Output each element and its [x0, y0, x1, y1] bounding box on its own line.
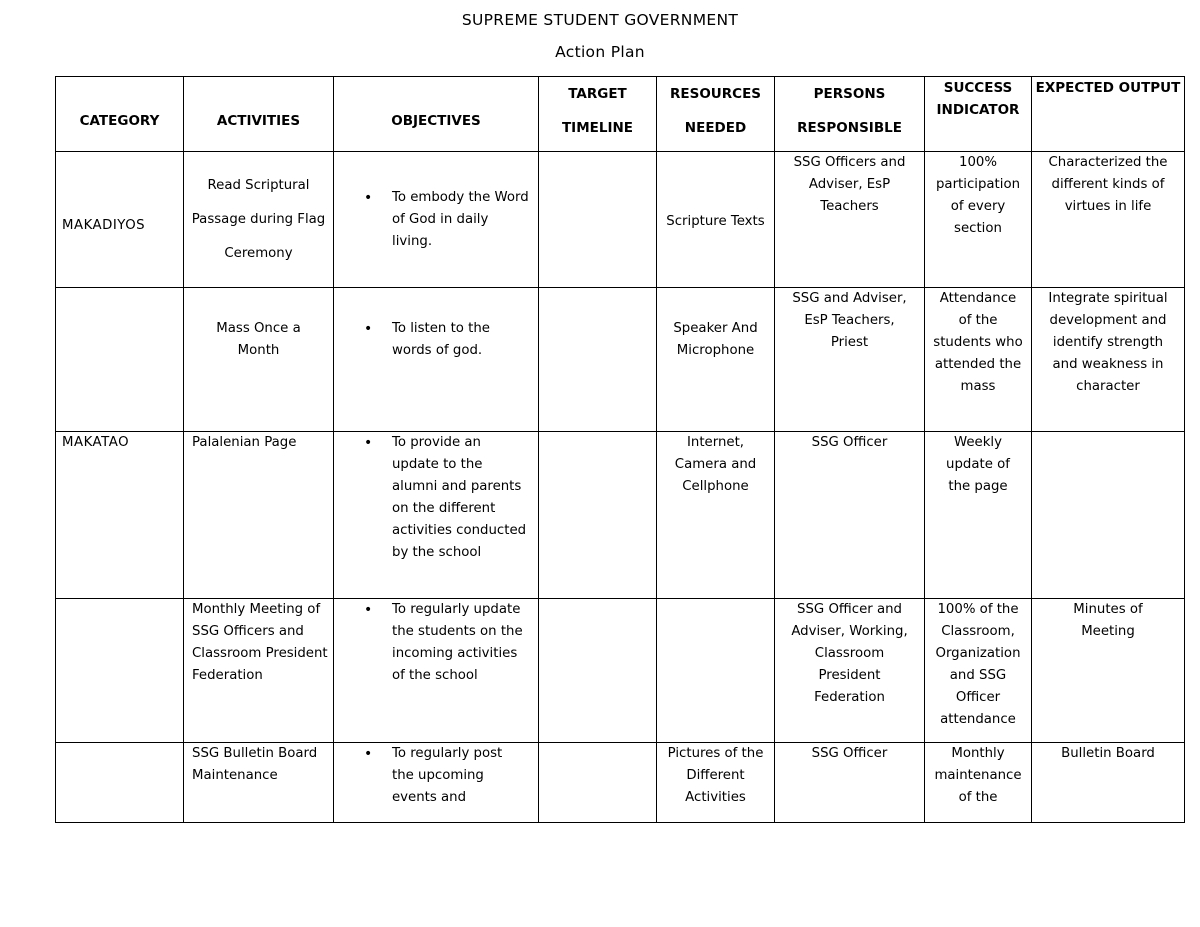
indicator-cell: Weekly update of the page — [925, 432, 1032, 599]
header-activities: ACTIVITIES — [184, 77, 334, 152]
document-subtitle: Action Plan — [555, 43, 645, 61]
timeline-cell — [539, 432, 657, 599]
objective-bullet: • To listen to the words of god. — [392, 318, 532, 362]
header-resources-needed — [657, 77, 775, 152]
header-target-line2: TIMELINE — [561, 120, 634, 136]
indicator-cell: 100% of the Classroom, Organization and SSG Officer attendance — [925, 599, 1032, 743]
header-success-line2: INDICATOR — [936, 102, 1020, 118]
output-cell: Characterized the different kinds of virtues in life — [1032, 152, 1185, 288]
persons-cell: SSG Officers and Adviser, EsP Teachers — [775, 152, 925, 288]
persons-cell: SSG Officer — [775, 743, 925, 823]
indicator-cell: Attendance of the students who attended the mass — [925, 288, 1032, 432]
document-title: SUPREME STUDENT GOVERNMENT — [461, 11, 739, 29]
timeline-cell — [539, 152, 657, 288]
objective-bullet: • To provide an update to the alumni and parents on the different activities conducted by the school — [392, 432, 532, 564]
persons-cell: SSG Officer — [775, 432, 925, 599]
resources-cell: Scripture Texts — [657, 152, 775, 288]
objective-cell — [334, 152, 539, 288]
action-plan-table — [55, 76, 1185, 823]
table-row — [56, 432, 1185, 599]
header-expected-output: EXPECTED OUTPUT — [1032, 77, 1185, 152]
category-cell — [56, 599, 184, 743]
header-resources-line2: NEEDED — [684, 120, 747, 136]
activity-cell: SSG Bulletin Board Maintenance — [184, 743, 334, 823]
category-cell: MAKATAO — [56, 432, 184, 599]
resources-cell: Internet, Camera and Cellphone — [657, 432, 775, 599]
header-category: CATEGORY — [56, 77, 184, 152]
persons-cell: SSG and Adviser, EsP Teachers, Priest — [775, 288, 925, 432]
indicator-cell: 100% participation of every section — [925, 152, 1032, 288]
table-row — [56, 288, 1185, 432]
objective-bullet: • To embody the Word of God in daily living. — [392, 187, 532, 253]
objective-cell — [334, 599, 539, 743]
objective-bullet: • To regularly post the upcoming events and — [392, 743, 518, 809]
output-cell: Bulletin Board — [1032, 743, 1185, 823]
activity-cell: Monthly Meeting of SSG Officers and Classroom President Federation — [184, 599, 334, 743]
activity-cell: Palalenian Page — [184, 432, 334, 599]
table-row — [56, 743, 1185, 823]
resources-cell — [657, 599, 775, 743]
output-cell: Integrate spiritual development and identify strength and weakness in character — [1032, 288, 1185, 432]
objective-cell — [334, 432, 539, 599]
header-persons-line1: PERSONS — [813, 86, 886, 102]
category-cell: MAKADIYOS — [56, 152, 184, 288]
persons-cell: SSG Officer and Adviser, Working, Classroom President Federation — [775, 599, 925, 743]
header-target-line1: TARGET — [568, 86, 627, 102]
timeline-cell — [539, 599, 657, 743]
resources-cell: Speaker And Microphone — [657, 288, 775, 432]
category-cell — [56, 743, 184, 823]
activity-cell: Read Scriptural Passage during Flag Ceremony — [184, 152, 334, 288]
output-cell: Minutes of Meeting — [1032, 599, 1185, 743]
indicator-cell: Monthly maintenance of the — [925, 743, 1032, 823]
activity-cell: Mass Once a Month — [184, 288, 334, 432]
header-target-timeline — [539, 77, 657, 152]
header-success-line1: SUCCESS — [943, 80, 1013, 96]
header-persons-responsible — [775, 77, 925, 152]
header-resources-line1: RESOURCES — [669, 86, 762, 102]
table-row — [56, 152, 1185, 288]
resources-cell: Pictures of the Different Activities — [657, 743, 775, 823]
objective-cell — [334, 288, 539, 432]
timeline-cell — [539, 288, 657, 432]
output-cell — [1032, 432, 1185, 599]
header-persons-line2: RESPONSIBLE — [797, 120, 902, 136]
objective-cell — [334, 743, 539, 823]
header-row — [56, 77, 1185, 152]
header-objectives: OBJECTIVES — [334, 77, 539, 152]
category-cell — [56, 288, 184, 432]
timeline-cell — [539, 743, 657, 823]
table-row — [56, 599, 1185, 743]
objective-bullet: • To regularly update the students on the incoming activities of the school — [392, 599, 532, 687]
header-success-indicator — [925, 77, 1032, 152]
